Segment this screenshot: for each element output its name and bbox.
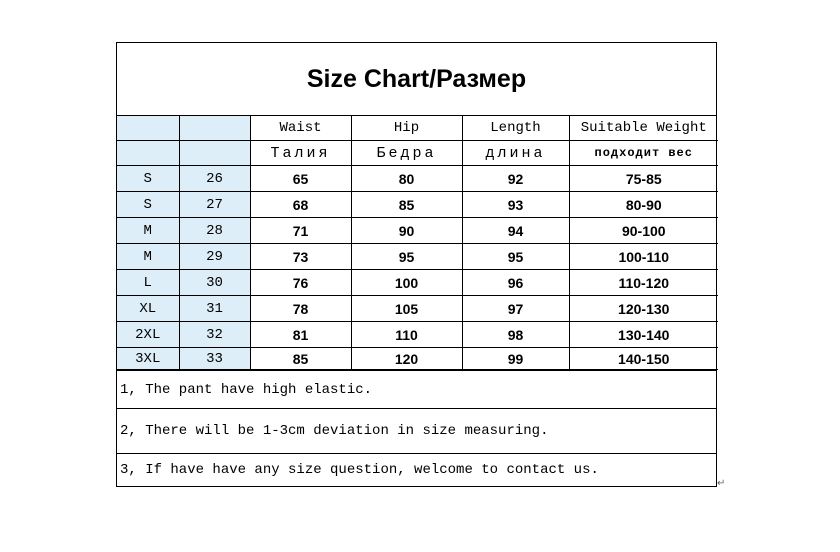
size-cell: 3XL <box>117 348 179 370</box>
weight-cell: 90-100 <box>569 218 718 244</box>
table-row <box>117 296 718 322</box>
table-row <box>117 322 718 348</box>
table-row <box>117 348 718 370</box>
length-cell: 93 <box>462 192 569 218</box>
hip-cell: 95 <box>351 244 462 270</box>
hip-cell: 100 <box>351 270 462 296</box>
weight-cell: 75-85 <box>569 166 718 192</box>
header-length-ru: длина <box>462 141 569 166</box>
length-cell: 99 <box>462 348 569 370</box>
size-number-cell: 31 <box>179 296 250 322</box>
waist-cell: 78 <box>250 296 351 322</box>
header-weight-ru: подходит вес <box>569 141 718 166</box>
length-cell: 96 <box>462 270 569 296</box>
waist-cell: 71 <box>250 218 351 244</box>
size-cell: 2XL <box>117 322 179 348</box>
note-contact: 3, If have have any size question, welcome to contact us. <box>117 453 716 486</box>
waist-cell: 68 <box>250 192 351 218</box>
header-row-en <box>117 116 718 141</box>
header-blank-num-ru <box>179 141 250 166</box>
header-blank-size <box>117 116 179 141</box>
length-cell: 95 <box>462 244 569 270</box>
paragraph-mark-icon: ↵ <box>717 478 726 489</box>
size-cell: L <box>117 270 179 296</box>
table-row <box>117 192 718 218</box>
length-cell: 97 <box>462 296 569 322</box>
weight-cell: 120-130 <box>569 296 718 322</box>
weight-cell: 140-150 <box>569 348 718 370</box>
size-number-cell: 26 <box>179 166 250 192</box>
size-chart <box>116 42 717 487</box>
size-number-cell: 30 <box>179 270 250 296</box>
size-table <box>117 116 718 370</box>
size-cell: S <box>117 192 179 218</box>
weight-cell: 100-110 <box>569 244 718 270</box>
size-number-cell: 28 <box>179 218 250 244</box>
header-waist: Waist <box>250 116 351 141</box>
weight-cell: 130-140 <box>569 322 718 348</box>
size-number-cell: 33 <box>179 348 250 370</box>
hip-cell: 120 <box>351 348 462 370</box>
table-row <box>117 218 718 244</box>
size-cell: S <box>117 166 179 192</box>
header-blank-num <box>179 116 250 141</box>
size-number-cell: 29 <box>179 244 250 270</box>
table-row <box>117 270 718 296</box>
table-row <box>117 244 718 270</box>
note-elastic: 1, The pant have high elastic. <box>117 370 716 408</box>
hip-cell: 110 <box>351 322 462 348</box>
size-number-cell: 32 <box>179 322 250 348</box>
size-cell: XL <box>117 296 179 322</box>
waist-cell: 85 <box>250 348 351 370</box>
length-cell: 98 <box>462 322 569 348</box>
hip-cell: 85 <box>351 192 462 218</box>
hip-cell: 105 <box>351 296 462 322</box>
hip-cell: 80 <box>351 166 462 192</box>
header-hip-ru: Бедра <box>351 141 462 166</box>
size-cell: M <box>117 218 179 244</box>
waist-cell: 76 <box>250 270 351 296</box>
weight-cell: 110-120 <box>569 270 718 296</box>
header-row-ru <box>117 141 718 166</box>
header-length: Length <box>462 116 569 141</box>
length-cell: 92 <box>462 166 569 192</box>
chart-title: Size Chart/Размер <box>117 43 716 116</box>
header-blank-size-ru <box>117 141 179 166</box>
size-cell: M <box>117 244 179 270</box>
table-row <box>117 166 718 192</box>
header-hip: Hip <box>351 116 462 141</box>
length-cell: 94 <box>462 218 569 244</box>
header-waist-ru: Талия <box>250 141 351 166</box>
waist-cell: 73 <box>250 244 351 270</box>
hip-cell: 90 <box>351 218 462 244</box>
waist-cell: 81 <box>250 322 351 348</box>
header-weight: Suitable Weight <box>569 116 718 141</box>
waist-cell: 65 <box>250 166 351 192</box>
note-deviation: 2, There will be 1-3cm deviation in size measuring. <box>117 408 716 453</box>
weight-cell: 80-90 <box>569 192 718 218</box>
size-number-cell: 27 <box>179 192 250 218</box>
